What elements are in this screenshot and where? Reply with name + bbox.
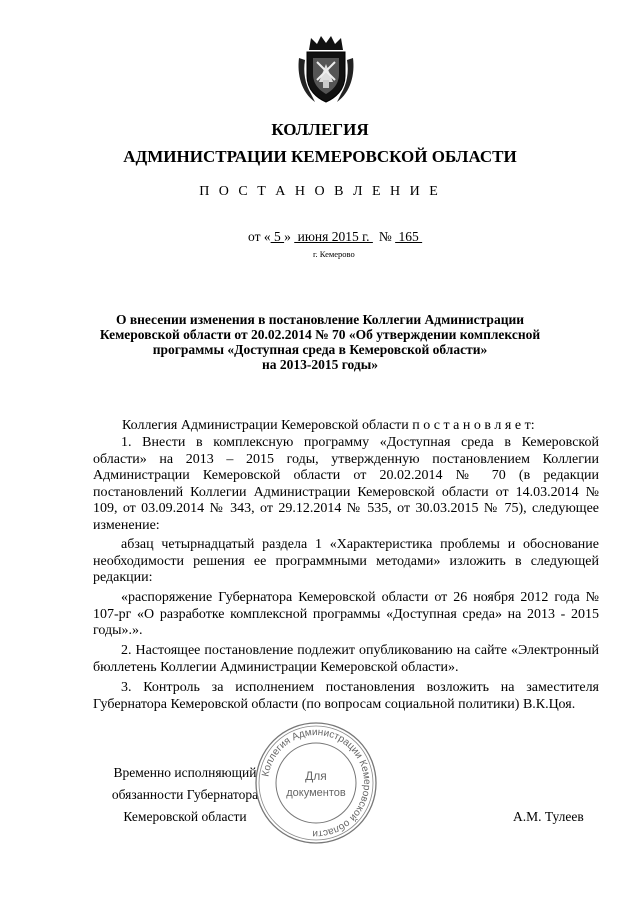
signatory-name: А.М. Тулеев — [513, 809, 584, 824]
stamp-center-line1: Для — [305, 769, 327, 783]
subject-line: на 2013-2015 годы» — [261, 357, 379, 372]
date-line — [248, 229, 422, 245]
signature-line-2: обязанности Губернатора — [111, 787, 259, 802]
date-day: 5 — [270, 229, 285, 244]
subject-line: О внесении изменения в постановление Коллегии Администрации — [115, 312, 525, 327]
item-2-paragraph: 2. Настоящее постановление подлежит опубликованию на сайте «Электронный бюллетень Коллегии Администрации Кемеровской области». — [93, 643, 599, 675]
document-type: П О С Т А Н О В Л Е Н И Е — [199, 184, 441, 199]
abzac-paragraph: абзац четырнадцатый раздела 1 «Характеристика проблемы и обоснование необходимости решения ее программными методами» изложить в следующей редакции: — [93, 537, 599, 585]
quote-paragraph: «распоряжение Губернатора Кемеровской области от 26 ноября 2012 года № 107-рг «О разработке комплексной программы «Доступная среда» на 2013 - 2015 годы».». — [93, 590, 599, 638]
date-prefix: от « — [248, 229, 271, 244]
date-month-year: июня 2015 г. — [294, 229, 373, 244]
city-name: г. Кемерово — [313, 249, 355, 259]
org-title-line1: КОЛЛЕГИЯ — [271, 120, 369, 139]
subject-line: программы «Доступная среда в Кемеровской области» — [152, 342, 488, 357]
subject-line: Кемеровской области от 20.02.2014 № 70 «Об утверждении комплексной — [99, 327, 541, 342]
stamp-ring-text: Коллегия Администрации Кемеровской области — [260, 726, 373, 840]
document-number: 165 — [395, 229, 423, 244]
date-day-close: » — [284, 229, 295, 244]
intro-paragraph: Коллегия Администрации Кемеровской области п о с т а н о в л я е т: — [122, 418, 535, 433]
official-stamp — [253, 720, 379, 846]
subject-heading — [0, 312, 640, 372]
stamp-center-line2: документов — [286, 787, 346, 799]
signature-title — [95, 762, 275, 828]
number-sign: № — [378, 229, 396, 244]
signature-line-3: Кемеровской области — [123, 809, 247, 824]
org-title-line2: АДМИНИСТРАЦИИ КЕМЕРОВСКОЙ ОБЛАСТИ — [123, 147, 517, 166]
item-3-paragraph: 3. Контроль за исполнением постановления возложить на заместителя Губернатора Кемеровской области (по вопросам социальной политики) В.К.Цоя. — [93, 680, 599, 712]
signature-line-1: Временно исполняющий — [113, 765, 257, 780]
item-1-paragraph: 1. Внести в комплексную программу «Доступная среда в Кемеровской области» на 2013 – 2015 годы, утвержденную постановлением Коллегии Администрации Кемеровской области от 20.02.2014 № 70 (в редакции постановлений Коллегии Администрации Кемеровской области от 14.03.2014 № 109, от 03.09.2014 № 343, от 29.12.2014 № 535, от 30.03.2015 № 75), следующее изменение: — [93, 435, 599, 533]
coat-of-arms-emblem — [297, 34, 355, 106]
